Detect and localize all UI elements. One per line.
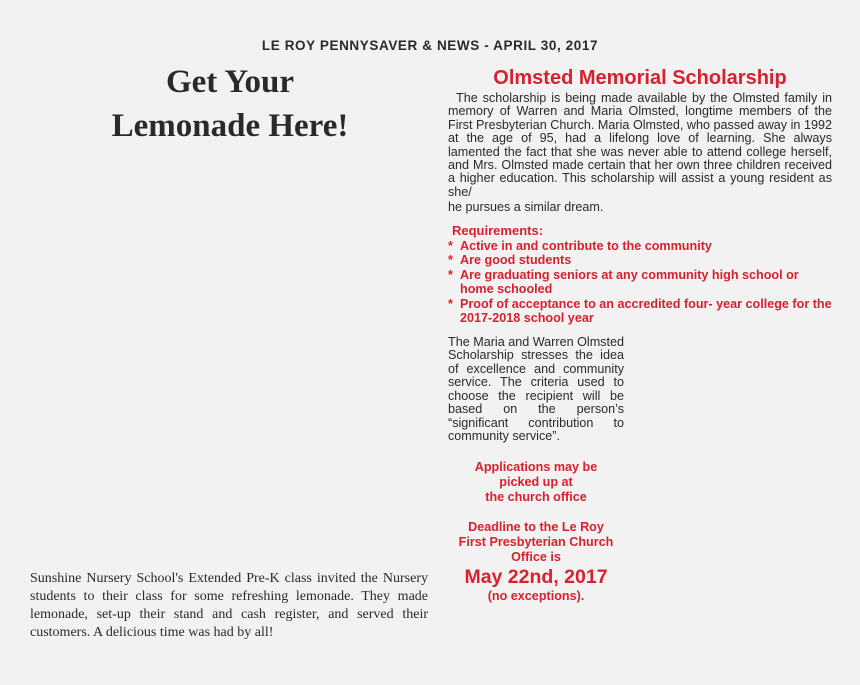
deadline-line: Office is	[511, 549, 561, 564]
requirement-text: Active in and contribute to the community	[460, 238, 712, 253]
requirements-heading: Requirements:	[452, 223, 544, 239]
deadline-line: First Presbyterian Church	[458, 534, 614, 549]
applications-line: the church office	[485, 489, 587, 504]
requirements-list	[448, 224, 832, 326]
applications-notice	[448, 460, 624, 505]
headline-line-1: Get Your	[165, 64, 294, 100]
lemonade-caption: Sunshine Nursery School's Extended Pre-K class invited the Nursery students to their class for some refreshing lemonade. They made lemonade, set-up their stand and cash register, and served their customers. A delicious time was had by all!	[30, 571, 428, 640]
bullet-star-icon: *	[448, 267, 453, 282]
scholarship-criteria: The Maria and Warren Olmsted Scholarship stresses the idea of excellence and community service. The criteria used to choose the recipient will be based on the person’s “significant contribution to community service”.	[448, 334, 624, 444]
requirement-text: Are graduating seniors at any community high school or home schooled	[460, 267, 799, 297]
requirement-item	[448, 239, 832, 254]
lemonade-headline	[40, 60, 420, 148]
headline-line-2: Lemonade Here!	[111, 108, 349, 144]
requirement-item	[448, 253, 832, 268]
deadline-notice	[448, 520, 624, 603]
applications-line: picked up at	[499, 474, 573, 489]
scholarship-intro-end: he pursues a similar dream.	[448, 200, 604, 215]
requirement-item	[448, 297, 832, 326]
deadline-date: May 22nd, 2017	[464, 565, 608, 588]
requirement-text: Are good students	[460, 253, 572, 268]
bullet-star-icon: *	[448, 296, 453, 311]
scholarship-title: Olmsted Memorial Scholarship	[493, 67, 787, 89]
scholarship-intro: The scholarship is being made available by the Olmsted family in memory of Warren and Maria Olmsted, longtime members of the First Presbyterian Church. Maria Olmsted, who passed away in 1992 at the age of 95, had a lifelong love of learning. She always lamented the fact that she was never able to attend college herself, and Mrs. Olmsted made certain that her own three children received a higher education. This scholarship will assist a young resident as she/	[448, 91, 832, 199]
requirement-text: Proof of acceptance to an accredited four- year college for the 2017-2018 school year	[460, 296, 832, 326]
scholarship-article	[448, 66, 832, 603]
applications-line: Applications may be	[474, 459, 598, 474]
deadline-line: Deadline to the Le Roy	[468, 519, 604, 534]
bullet-star-icon: *	[448, 253, 453, 268]
deadline-note: (no exceptions).	[487, 588, 585, 603]
bullet-star-icon: *	[448, 238, 453, 253]
masthead: LE ROY PENNYSAVER & NEWS - APRIL 30, 2017	[261, 38, 599, 53]
requirement-item	[448, 268, 832, 297]
